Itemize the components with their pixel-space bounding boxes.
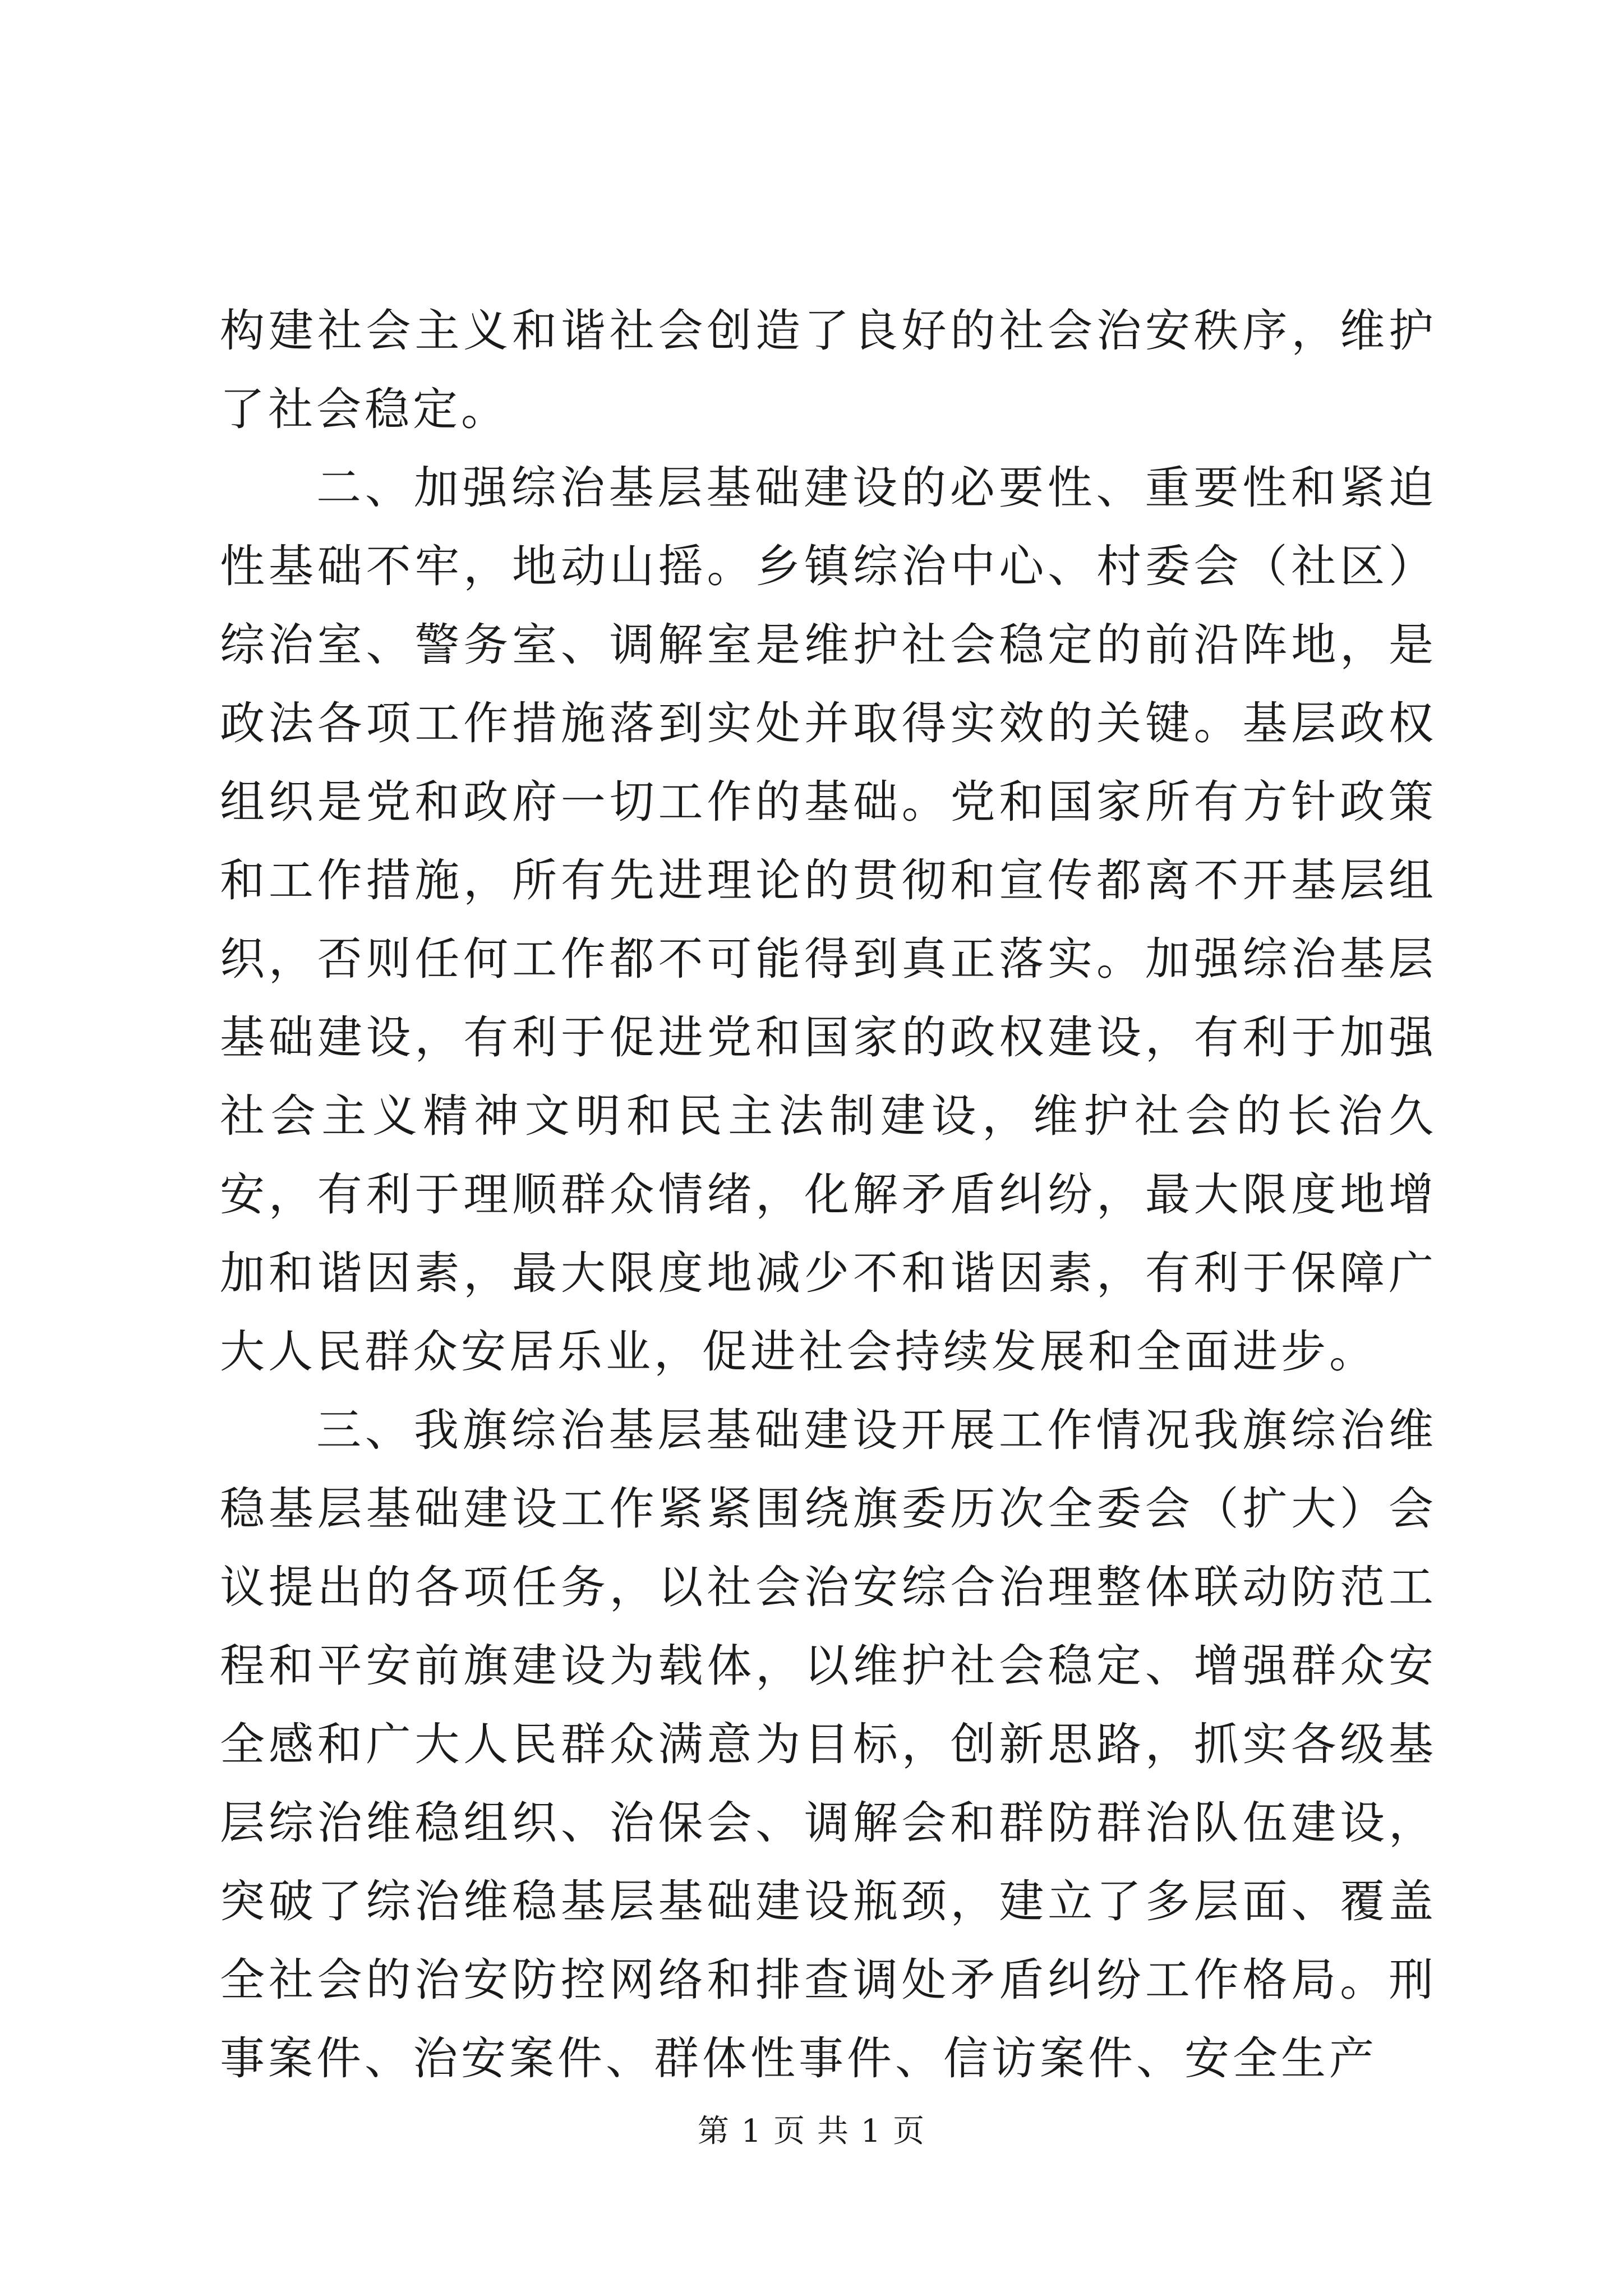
document-body: [220, 292, 1437, 2098]
paragraph-1: 构建社会主义和谐社会创造了良好的社会治安秩序，维护了社会稳定。: [220, 305, 1437, 435]
paragraph-2: 二、加强综治基层基础建设的必要性、重要性和紧迫性基础不牢，地动山摇。乡镇综治中心、村委会（社区）综治室、警务室、调解室是维护社会稳定的前沿阵地，是政法各项工作措施落到实处并取得实效的关键。基层政权组织是党和政府一切工作的基础。党和国家所有方针政策和工作措施，所有先进理论的贯彻和宣传都离不开基层组织，否则任何工作都不可能得到真正落实。加强综治基层基础建设，有利于促进党和国家的政权建设，有利于加强社会主义精神文明和民主法制建设，维护社会的长治久安，有利于理顺群众情绪，化解矛盾纠纷，最大限度地增加和谐因素，最大限度地减少不和谐因素，有利于保障广大人民群众安居乐业，促进社会持续发展和全面进步。: [220, 462, 1437, 1378]
page-number-footer: 第 1 页 共 1 页: [697, 2113, 926, 2150]
paragraph-3: 三、我旗综治基层基础建设开展工作情况我旗综治维稳基层基础建设工作紧紧围绕旗委历次全委会（扩大）会议提出的各项任务，以社会治安综合治理整体联动防范工程和平安前旗建设为载体，以维护社会稳定、增强群众安全感和广大人民群众满意为目标，创新思路，抓实各级基层综治维稳组织、治保会、调解会和群防群治队伍建设，突破了综治维稳基层基础建设瓶颈，建立了多层面、覆盖全社会的治安防控网络和排查调处矛盾纠纷工作格局。刑事案件、治安案件、群体性事件、信访案件、安全生产: [220, 1404, 1437, 2085]
